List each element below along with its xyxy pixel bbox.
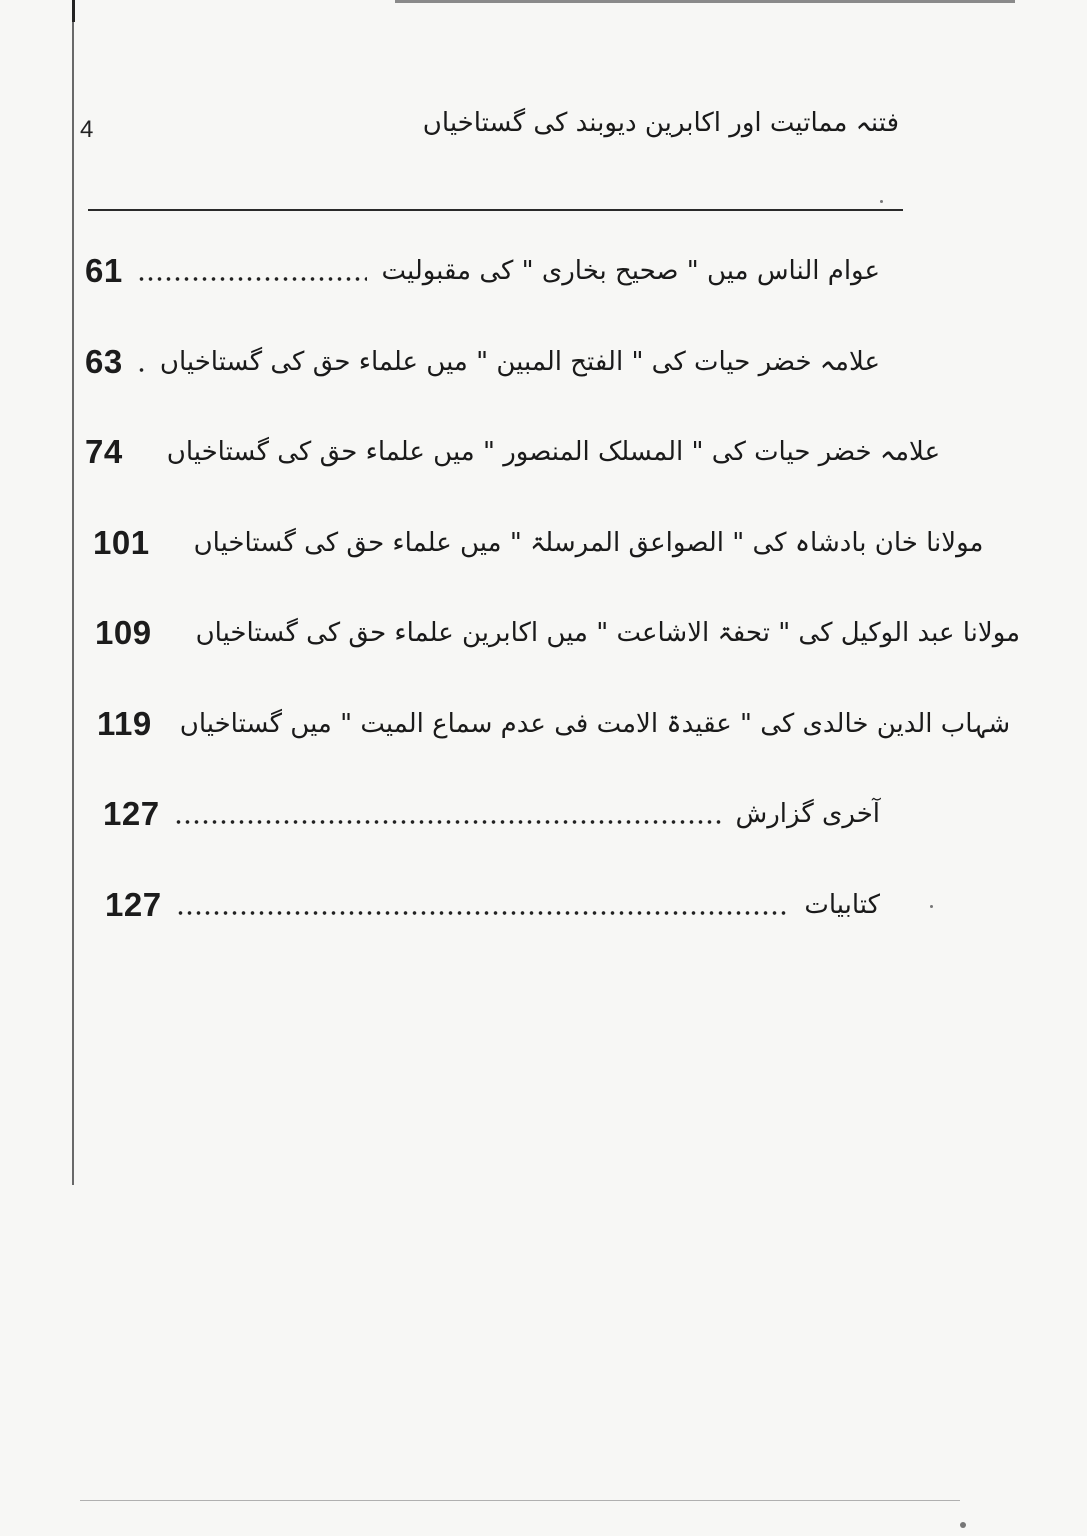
toc-page-number: 74 bbox=[85, 433, 123, 471]
scan-speck bbox=[880, 200, 883, 203]
page-number: 4 bbox=[80, 116, 94, 143]
toc-entry bbox=[85, 860, 880, 951]
toc-title: مولانا خان بادشاہ کی " الصواعق المرسلۃ " میں علماء حق کی گستاخیاں bbox=[193, 527, 984, 558]
toc-title: مولانا عبد الوکیل کی " تحفۃ الاشاعت " میں اکابرین علماء حق کی گستاخیاں bbox=[195, 618, 1021, 649]
toc-entry bbox=[85, 769, 880, 860]
scan-speck bbox=[960, 1522, 966, 1528]
toc-page-number: 127 bbox=[105, 885, 162, 923]
dot-leader bbox=[174, 819, 722, 825]
toc-entry bbox=[85, 498, 984, 589]
toc-entry bbox=[85, 317, 880, 408]
toc-page-number: 127 bbox=[103, 795, 160, 833]
toc-page-number: 119 bbox=[97, 704, 152, 742]
toc-entry bbox=[85, 226, 880, 317]
toc-page-number: 61 bbox=[85, 252, 123, 290]
header-rule bbox=[88, 209, 903, 211]
scan-top-edge bbox=[395, 0, 1015, 3]
running-title: فتنہ مماتیت اور اکابرین دیوبند کی گستاخیاں bbox=[422, 108, 899, 138]
toc-title: شہاب الدین خالدی کی " عقیدۃ الامت فی عدم سماع المیت " میں گستاخیاں bbox=[179, 708, 1011, 739]
toc-title: عوام الناس میں " صحیح بخاری " کی مقبولیت bbox=[381, 256, 880, 287]
table-of-contents bbox=[85, 226, 1021, 950]
scan-bottom-line bbox=[80, 1500, 960, 1501]
toc-title: آخری گزارش bbox=[735, 799, 880, 830]
scan-speck bbox=[930, 905, 933, 908]
dot-leader bbox=[137, 276, 368, 282]
left-margin-line bbox=[72, 0, 74, 1185]
toc-title: علامہ خضر حیات کی " المسلک المنصور " میں علماء حق کی گستاخیاں bbox=[166, 437, 941, 468]
toc-entry bbox=[85, 679, 1011, 770]
toc-page-number: 101 bbox=[93, 523, 150, 561]
toc-entry bbox=[85, 407, 941, 498]
toc-page-number: 63 bbox=[85, 342, 123, 380]
toc-title: علامہ خضر حیات کی " الفتح المبین " میں علماء حق کی گستاخیاں bbox=[159, 346, 880, 377]
toc-entry bbox=[85, 588, 1021, 679]
dot-leader bbox=[137, 367, 146, 373]
left-margin-tick bbox=[72, 0, 75, 22]
toc-title: کتابیات bbox=[804, 889, 880, 920]
dot-leader bbox=[176, 910, 791, 916]
toc-page-number: 109 bbox=[95, 614, 152, 652]
